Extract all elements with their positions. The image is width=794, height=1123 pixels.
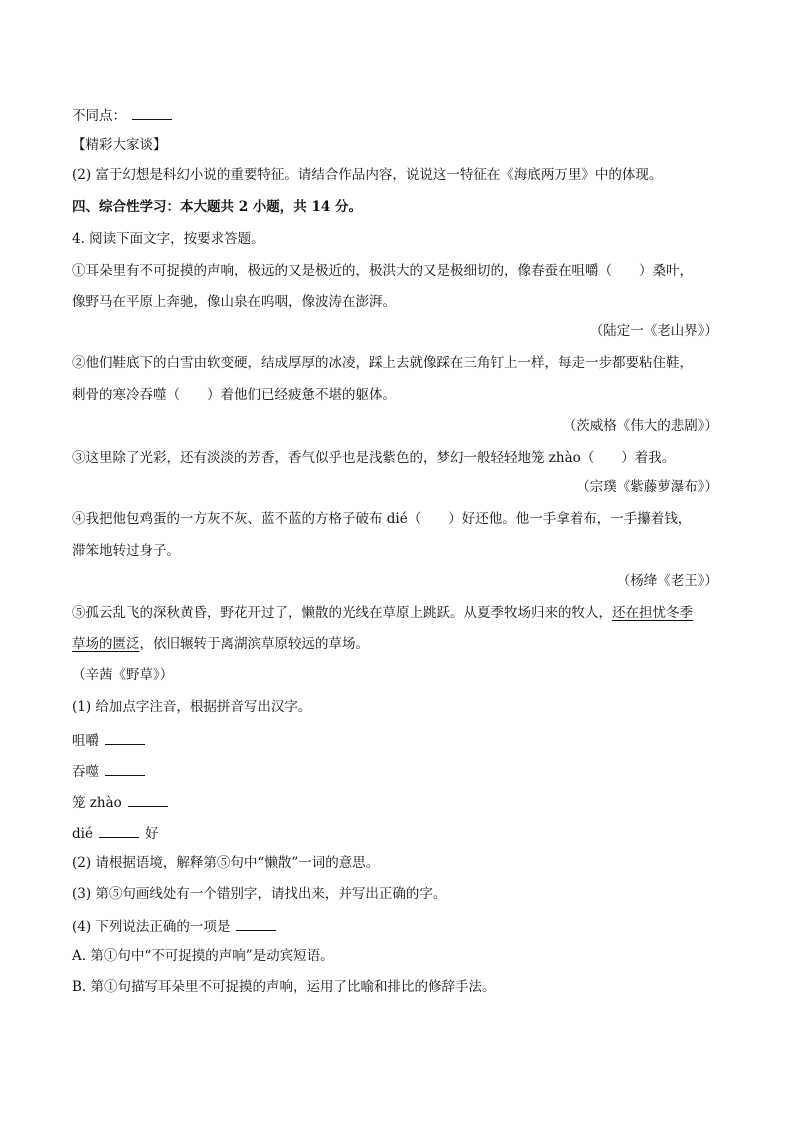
passage-5-line-2: 草场的匮泛，依旧辗转于离湖滨草原较远的草场。 <box>72 636 369 652</box>
answer-blank[interactable] <box>105 762 145 776</box>
passage-1-source: （陆定一《老山界》） <box>589 323 718 339</box>
answer-blank[interactable] <box>99 824 139 838</box>
passage-4-line-1: ④我把他包鸡蛋的一方灰不灰、蓝不蓝的方格子破布 dié（ ）好还他。他一手拿着布，一手攥着钱， <box>72 511 692 527</box>
subquestion-4: (4) 下列说法正确的一项是 <box>72 917 276 935</box>
question-4-intro: 4. 阅读下面文字，按要求答题。 <box>72 231 265 247</box>
subquestion-2: (2) 请根据语境，解释第⑤句中“懒散”一词的意思。 <box>72 855 380 871</box>
subquestion-1: (1) 给加点字注音，根据拼音写出汉字。 <box>72 699 312 715</box>
subquestion-3: (3) 第⑤句画线处有一个错别字，请找出来，并写出正确的字。 <box>72 886 447 902</box>
underlined-phrase-cont: 草场的匮泛 <box>72 636 140 652</box>
fill-row-1: 咀嚼 <box>72 731 145 749</box>
passage-4-source: （杨绛《老王》） <box>616 573 718 589</box>
passage-5-source: （辛茜《野草》） <box>72 667 174 683</box>
difference-label: 不同点： <box>72 108 126 124</box>
section-four-heading: 四、综合性学习：本大题共 2 小题，共 14 分。 <box>72 199 362 215</box>
difference-prompt <box>72 106 172 124</box>
underlined-phrase: 还在担忧冬季 <box>612 605 693 621</box>
answer-blank[interactable] <box>236 917 276 931</box>
option-b: B. 第①句描写耳朵里不可捉摸的声响，运用了比喻和排比的修辞手法。 <box>72 979 496 995</box>
passage-1-line-1: ①耳朵里有不可捉摸的声响，极远的又是极近的，极洪大的又是极细切的，像春蚕在咀嚼（ ）桑叶， <box>72 263 693 279</box>
passage-4-line-2: 滞笨地转过身子。 <box>72 543 180 559</box>
passage-2-source: （茨威格《伟大的悲剧》） <box>562 418 718 434</box>
answer-blank[interactable] <box>132 106 172 120</box>
passage-3-line-1: ③这里除了光彩，还有淡淡的芳香，香气似乎也是浅紫色的，梦幻一般轻轻地笼 zhào（ ）着我。 <box>72 450 676 466</box>
fill-row-3: 笼 zhào <box>72 793 168 811</box>
passage-3-source: （宗璞《紫藤萝瀑布》） <box>576 479 718 495</box>
fill-row-2: 吞噬 <box>72 762 145 780</box>
passage-2-line-2: 刺骨的寒冷吞噬（ ）着他们已经疲惫不堪的躯体。 <box>72 387 396 403</box>
passage-2-line-1: ②他们鞋底下的白雪由软变硬，结成厚厚的冰凌，踩上去就像踩在三角钉上一样，每走一步都要粘住鞋， <box>72 355 693 371</box>
option-a: A. 第①句中“不可捉摸的声响”是动宾短语。 <box>72 948 334 964</box>
answer-blank[interactable] <box>105 731 145 745</box>
answer-blank[interactable] <box>128 793 168 807</box>
question-2: (2) 富于幻想是科幻小说的重要特征。请结合作品内容，说说这一特征在《海底两万里》中的体现。 <box>72 167 663 183</box>
passage-5-line-1: ⑤孤云乱飞的深秋黄昏，野花开过了，懒散的光线在草原上跳跃。从夏季牧场归来的牧人，还在担忧冬季 <box>72 605 693 621</box>
fill-row-4: dié 好 <box>72 826 159 842</box>
passage-1-line-2: 像野马在平原上奔驰，像山泉在呜咽，像波涛在澎湃。 <box>72 294 396 310</box>
section-heading-discussion: 【精彩大家谈】 <box>72 137 167 153</box>
